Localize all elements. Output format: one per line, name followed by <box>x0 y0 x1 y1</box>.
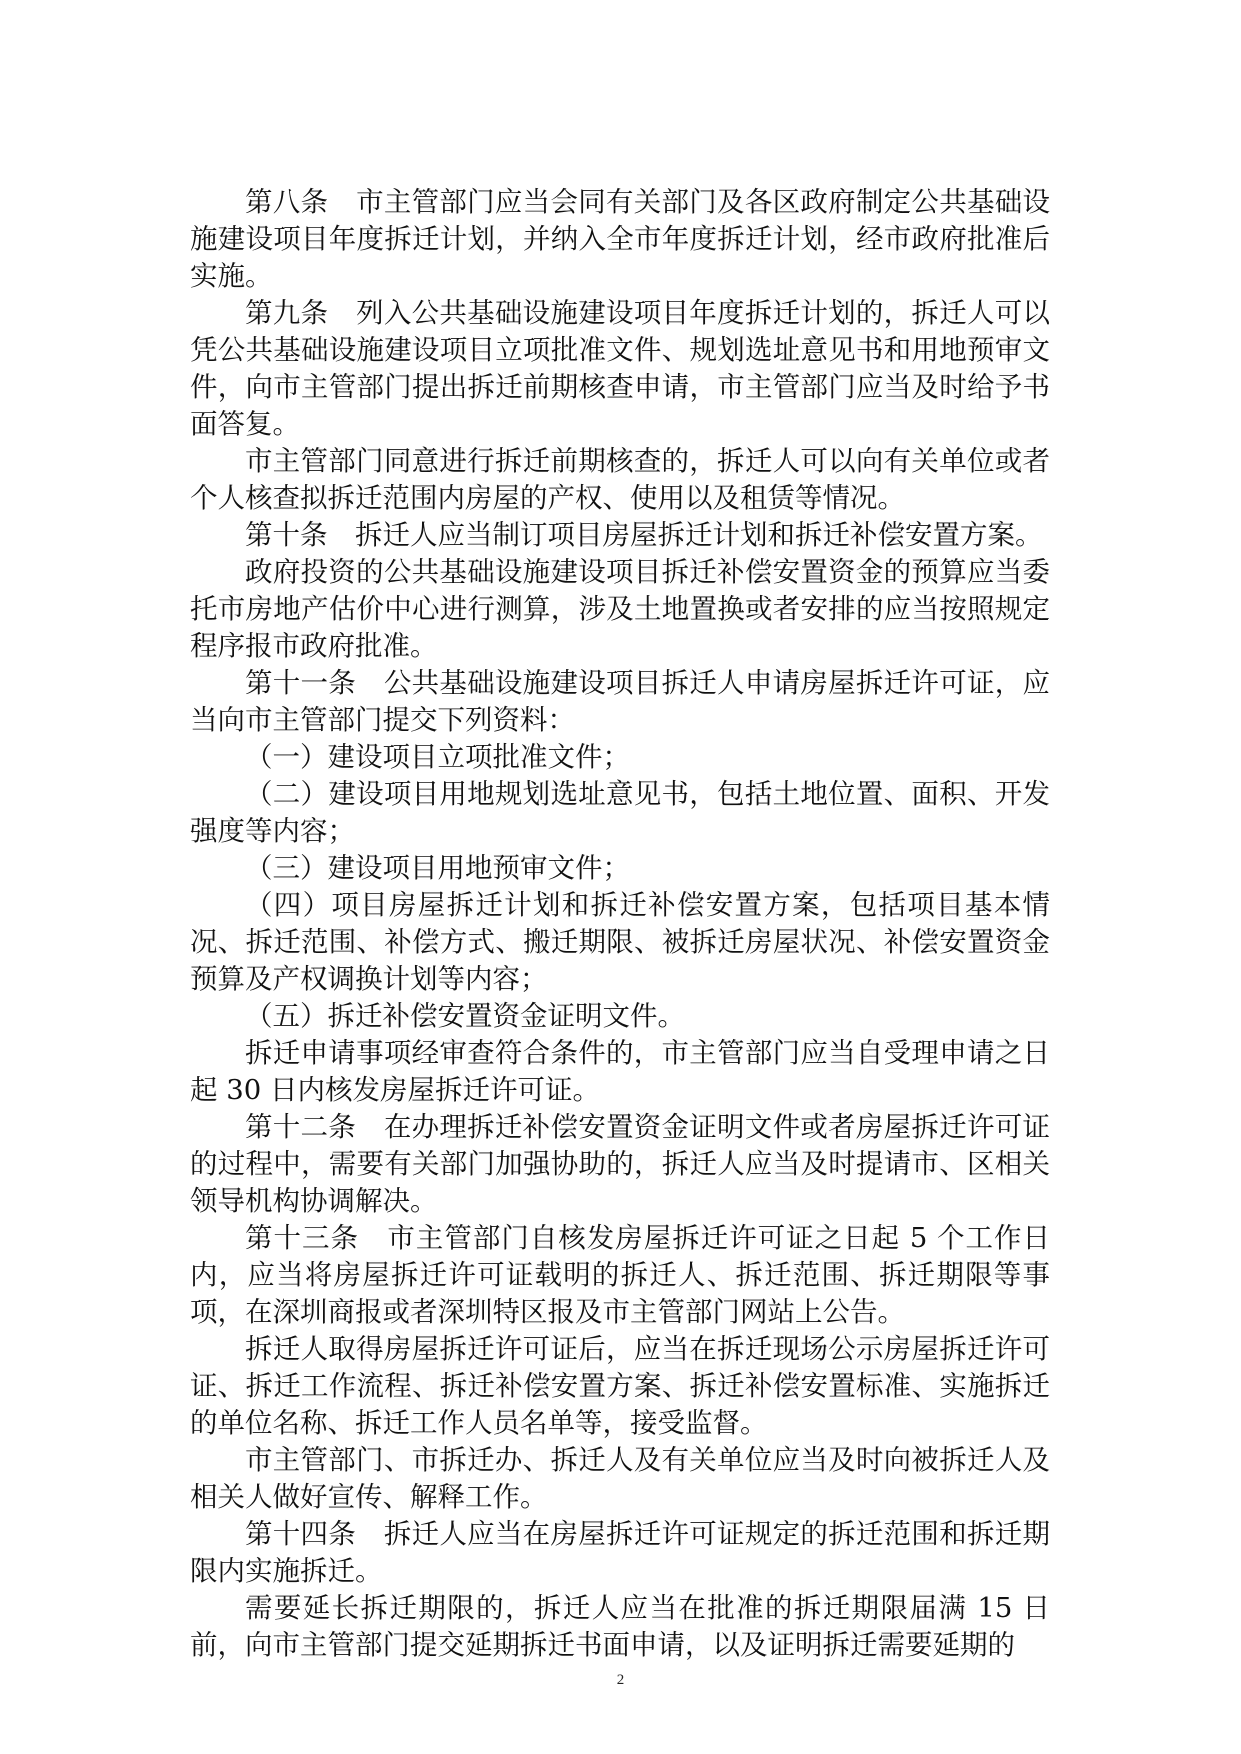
article-8: 第八条 市主管部门应当会同有关部门及各区政府制定公共基础设施建设项目年度拆迁计划，并纳入全市年度拆迁计划，经市政府批准后实施。 <box>190 186 1050 292</box>
article-11-item-3: （三）建设项目用地预审文件； <box>245 852 630 884</box>
article-9: 第九条 列入公共基础设施建设项目年度拆迁计划的，拆迁人可以凭公共基础设施建设项目立项批准文件、规划选址意见书和用地预审文件，向市主管部门提出拆迁前期核查申请，市主管部门应当及时给予书面答复。 <box>190 297 1050 440</box>
article-10: 第十条 拆迁人应当制订项目房屋拆迁计划和拆迁补偿安置方案。 <box>245 519 1043 551</box>
article-11-item-2: （二）建设项目用地规划选址意见书，包括土地位置、面积、开发强度等内容； <box>190 778 1050 847</box>
article-13-paragraph-3: 市主管部门、市拆迁办、拆迁人及有关单位应当及时向被拆迁人及相关人做好宣传、解释工作。 <box>190 1444 1050 1513</box>
article-11-paragraph-2: 拆迁申请事项经审查符合条件的，市主管部门应当自受理申请之日起 30 日内核发房屋拆迁许可证。 <box>190 1037 1050 1106</box>
article-11: 第十一条 公共基础设施建设项目拆迁人申请房屋拆迁许可证，应当向市主管部门提交下列资料： <box>190 667 1050 736</box>
article-11-item-4: （四）项目房屋拆迁计划和拆迁补偿安置方案，包括项目基本情况、拆迁范围、补偿方式、搬迁期限、被拆迁房屋状况、补偿安置资金预算及产权调换计划等内容； <box>190 889 1050 995</box>
document-body <box>190 184 1050 1664</box>
article-13: 第十三条 市主管部门自核发房屋拆迁许可证之日起 5 个工作日内，应当将房屋拆迁许可证载明的拆迁人、拆迁范围、拆迁期限等事项，在深圳商报或者深圳特区报及市主管部门网站上公告。 <box>190 1222 1050 1328</box>
article-9-paragraph-2: 市主管部门同意进行拆迁前期核查的，拆迁人可以向有关单位或者个人核查拟拆迁范围内房屋的产权、使用以及租赁等情况。 <box>190 445 1050 514</box>
article-13-paragraph-2: 拆迁人取得房屋拆迁许可证后，应当在拆迁现场公示房屋拆迁许可证、拆迁工作流程、拆迁补偿安置方案、拆迁补偿安置标准、实施拆迁的单位名称、拆迁工作人员名单等，接受监督。 <box>190 1333 1050 1439</box>
page-number: 2 <box>616 1672 625 1688</box>
article-11-item-5: （五）拆迁补偿安置资金证明文件。 <box>245 1000 685 1032</box>
article-12: 第十二条 在办理拆迁补偿安置资金证明文件或者房屋拆迁许可证的过程中，需要有关部门加强协助的，拆迁人应当及时提请市、区相关领导机构协调解决。 <box>190 1111 1050 1217</box>
article-14-paragraph-2: 需要延长拆迁期限的，拆迁人应当在批准的拆迁期限届满 15 日前，向市主管部门提交延期拆迁书面申请，以及证明拆迁需要延期的 <box>190 1592 1050 1661</box>
article-10-paragraph-2: 政府投资的公共基础设施建设项目拆迁补偿安置资金的预算应当委托市房地产估价中心进行测算，涉及土地置换或者安排的应当按照规定程序报市政府批准。 <box>190 556 1050 662</box>
article-14: 第十四条 拆迁人应当在房屋拆迁许可证规定的拆迁范围和拆迁期限内实施拆迁。 <box>190 1518 1050 1587</box>
article-11-item-1: （一）建设项目立项批准文件； <box>245 741 630 773</box>
